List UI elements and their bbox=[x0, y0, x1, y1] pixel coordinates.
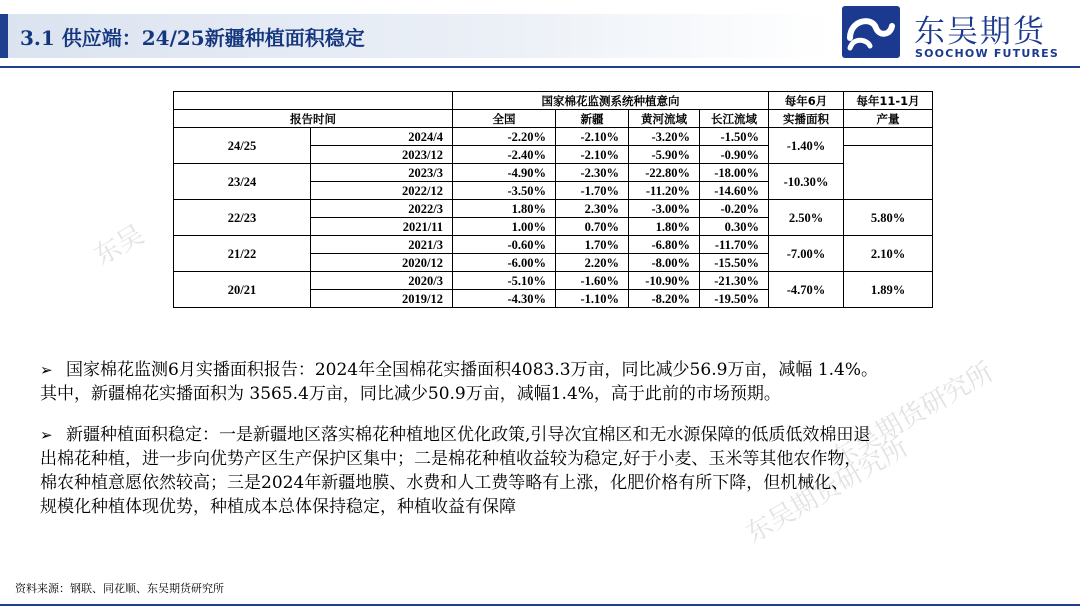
date-cell: 2022/3 bbox=[311, 200, 453, 218]
national-cell: -2.40% bbox=[453, 146, 556, 164]
yangtze-cell: -0.20% bbox=[700, 200, 769, 218]
june-area-cell: -1.40% bbox=[769, 128, 844, 164]
yangtze-cell: -15.50% bbox=[700, 254, 769, 272]
season-cell: 21/22 bbox=[174, 236, 311, 272]
bullet-line: 棉农种植意愿依然较高；三是2024年新疆地膜、水费和人工费等略有上涨，化肥价格有所下降，但机械化、 bbox=[40, 473, 849, 493]
season-cell: 22/23 bbox=[174, 200, 311, 236]
watermark: 东吴期货研究所 bbox=[825, 357, 999, 475]
national-cell: -4.90% bbox=[453, 164, 556, 182]
national-cell: -5.10% bbox=[453, 272, 556, 290]
table-row bbox=[174, 272, 933, 290]
yellow-river-cell: 1.80% bbox=[629, 218, 700, 236]
table-header-row bbox=[174, 92, 933, 110]
national-cell: 1.00% bbox=[453, 218, 556, 236]
watermark: 东吴期货研究所 bbox=[740, 432, 914, 550]
logo-text-cn: 东吴期货 bbox=[914, 14, 1046, 50]
header bbox=[0, 0, 1080, 70]
col-output-top: 每年11-1月 bbox=[844, 92, 933, 110]
xinjiang-cell: -1.70% bbox=[556, 182, 629, 200]
col-june-bottom: 实播面积 bbox=[769, 110, 844, 128]
yellow-river-cell: -3.00% bbox=[629, 200, 700, 218]
date-cell: 2020/3 bbox=[311, 272, 453, 290]
col-xinjiang: 新疆 bbox=[556, 110, 629, 128]
season-cell: 24/25 bbox=[174, 128, 311, 164]
output-cell: 5.80% bbox=[844, 200, 933, 236]
footer-divider bbox=[0, 604, 1080, 606]
yangtze-cell: 0.30% bbox=[700, 218, 769, 236]
bullet-paragraph bbox=[40, 423, 1040, 447]
date-cell: 2021/3 bbox=[311, 236, 453, 254]
date-cell: 2019/12 bbox=[311, 290, 453, 308]
yangtze-cell: -14.60% bbox=[700, 182, 769, 200]
table-row bbox=[174, 128, 933, 146]
col-june-top: 每年6月 bbox=[769, 92, 844, 110]
date-cell: 2022/12 bbox=[311, 182, 453, 200]
yangtze-cell: -21.30% bbox=[700, 272, 769, 290]
company-logo bbox=[842, 6, 1072, 64]
xinjiang-cell: 2.20% bbox=[556, 254, 629, 272]
june-area-cell: 2.50% bbox=[769, 200, 844, 236]
yellow-river-cell: -11.20% bbox=[629, 182, 700, 200]
xinjiang-cell: -2.10% bbox=[556, 146, 629, 164]
bullet-line: 其中，新疆棉花实播面积为 3565.4万亩，同比减少50.9万亩，减幅1.4%，高于此前的市场预期。 bbox=[40, 384, 781, 404]
watermark: 东吴 bbox=[89, 219, 150, 272]
xinjiang-cell: 2.30% bbox=[556, 200, 629, 218]
national-cell: -2.20% bbox=[453, 128, 556, 146]
col-output-bottom: 产量 bbox=[844, 110, 933, 128]
table-row bbox=[174, 164, 933, 182]
yellow-river-cell: -8.20% bbox=[629, 290, 700, 308]
national-cell: -0.60% bbox=[453, 236, 556, 254]
national-cell: -6.00% bbox=[453, 254, 556, 272]
season-cell: 20/21 bbox=[174, 272, 311, 308]
period-header: 报告时间 bbox=[174, 110, 453, 128]
arrow-bullet-icon: ➢ bbox=[40, 361, 53, 379]
group-header: 国家棉花监测系统种植意向 bbox=[453, 92, 769, 110]
yellow-river-cell: -6.80% bbox=[629, 236, 700, 254]
table-row bbox=[174, 200, 933, 218]
date-cell: 2024/4 bbox=[311, 128, 453, 146]
xinjiang-cell: -1.10% bbox=[556, 290, 629, 308]
yangtze-cell: -19.50% bbox=[700, 290, 769, 308]
national-cell: -3.50% bbox=[453, 182, 556, 200]
yangtze-cell: -1.50% bbox=[700, 128, 769, 146]
cotton-planting-table bbox=[173, 91, 933, 308]
yellow-river-cell: -8.00% bbox=[629, 254, 700, 272]
date-cell: 2023/3 bbox=[311, 164, 453, 182]
output-cell: 2.10% bbox=[844, 236, 933, 272]
xinjiang-cell: 1.70% bbox=[556, 236, 629, 254]
yangtze-cell: -18.00% bbox=[700, 164, 769, 182]
national-cell: -4.30% bbox=[453, 290, 556, 308]
col-yellow-river: 黄河流域 bbox=[629, 110, 700, 128]
bullet-paragraph bbox=[40, 358, 1040, 382]
table-subheader-row bbox=[174, 110, 933, 128]
xinjiang-cell: -2.30% bbox=[556, 164, 629, 182]
yellow-river-cell: -5.90% bbox=[629, 146, 700, 164]
yellow-river-cell: -22.80% bbox=[629, 164, 700, 182]
bullet-line: 出棉花种植，进一步向优势产区生产保护区集中；二是棉花种植收益较为稳定,好于小麦、玉米等其他农作物， bbox=[40, 449, 862, 469]
logo-mark-icon bbox=[842, 6, 900, 58]
output-cell: 1.89% bbox=[844, 272, 933, 308]
source-note: 资料来源：钢联、同花顺、东吴期货研究所 bbox=[15, 582, 224, 595]
output-cell bbox=[844, 146, 933, 200]
xinjiang-cell: -1.60% bbox=[556, 272, 629, 290]
xinjiang-cell: -2.10% bbox=[556, 128, 629, 146]
xinjiang-cell: 0.70% bbox=[556, 218, 629, 236]
title-accent bbox=[0, 14, 8, 58]
june-area-cell: -7.00% bbox=[769, 236, 844, 272]
season-cell: 23/24 bbox=[174, 164, 311, 200]
logo-text-en: SOOCHOW FUTURES bbox=[915, 47, 1060, 60]
arrow-bullet-icon: ➢ bbox=[40, 426, 53, 444]
yellow-river-cell: -3.20% bbox=[629, 128, 700, 146]
table-row bbox=[174, 236, 933, 254]
yellow-river-cell: -10.90% bbox=[629, 272, 700, 290]
date-cell: 2023/12 bbox=[311, 146, 453, 164]
bullet-line: 规模化种植体现优势，种植成本总体保持稳定，种植收益有保障 bbox=[40, 497, 516, 517]
bullet-line: 国家棉花监测6月实播面积报告：2024年全国棉花实播面积4083.3万亩，同比减少56.9万亩，减幅 1.4%。 bbox=[66, 360, 879, 380]
national-cell: 1.80% bbox=[453, 200, 556, 218]
june-area-cell: -10.30% bbox=[769, 164, 844, 200]
date-cell: 2020/12 bbox=[311, 254, 453, 272]
header-divider bbox=[0, 66, 1080, 68]
yangtze-cell: -11.70% bbox=[700, 236, 769, 254]
june-area-cell: -4.70% bbox=[769, 272, 844, 308]
yangtze-cell: -0.90% bbox=[700, 146, 769, 164]
output-cell bbox=[844, 128, 933, 146]
bullet-line: 新疆种植面积稳定：一是新疆地区落实棉花种植地区优化政策,引导次宜棉区和无水源保障的低质低效棉田退 bbox=[66, 425, 871, 445]
analysis-text bbox=[40, 358, 1040, 519]
date-cell: 2021/11 bbox=[311, 218, 453, 236]
col-yangtze: 长江流域 bbox=[700, 110, 769, 128]
col-national: 全国 bbox=[453, 110, 556, 128]
page-title: 3.1 供应端：24/25新疆种植面积稳定 bbox=[20, 26, 365, 50]
